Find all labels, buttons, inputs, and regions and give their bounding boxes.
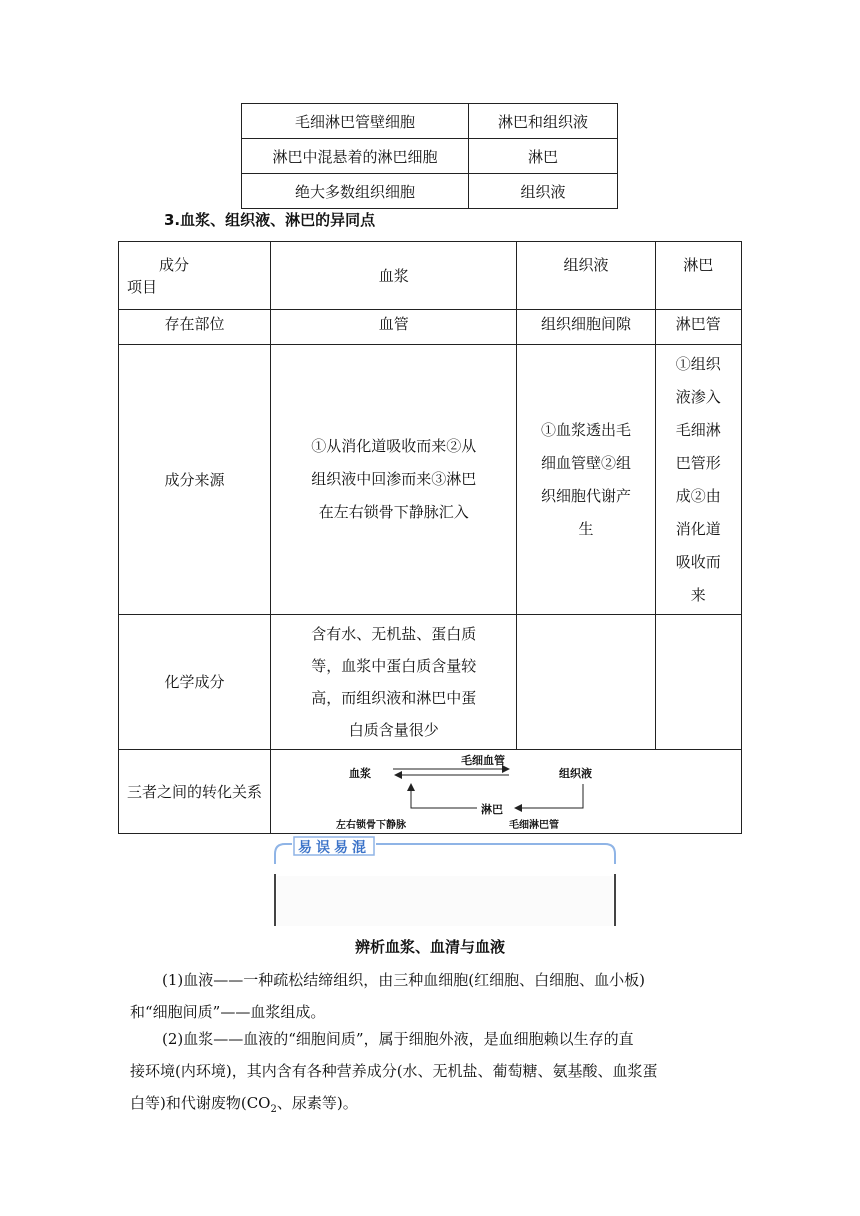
cell-location-lymph: 淋巴管 (655, 310, 741, 345)
tip-banner (272, 836, 618, 926)
text-line: 高，而组织液和淋巴中蛋 (311, 689, 477, 707)
arrow-tissue-to-lymph (515, 784, 583, 808)
text-line: 细血管壁②组 (541, 453, 632, 472)
column-header-plasma: 血浆 (271, 242, 517, 310)
label-capillary: 毛细血管 (461, 753, 505, 767)
text-line: 组织液中回渗而来③淋巴 (311, 470, 477, 488)
label-lymph: 淋巴 (481, 802, 503, 816)
row-label-source: 成分来源 (119, 345, 271, 615)
corner-header-top: 成分 (159, 255, 190, 274)
table-cell: 淋巴 (469, 139, 618, 174)
section-title: 3.血浆、组织液、淋巴的异同点 (164, 211, 376, 229)
cell-source-table (241, 103, 618, 209)
text-line: 消化道 (675, 519, 721, 538)
text-line: 含有水、无机盐、蛋白质 (311, 625, 477, 643)
corner-header-cell (119, 242, 271, 310)
text-line (130, 1087, 750, 1126)
text-line: 吸收而 (675, 552, 721, 571)
text-span: 、尿素等)。 (276, 1094, 358, 1112)
table-cell: 毛细淋巴管壁细胞 (242, 104, 469, 139)
row-label-location: 存在部位 (119, 310, 271, 345)
corner-header-bottom: 项目 (127, 277, 158, 296)
table-row (119, 310, 742, 345)
table-row (242, 174, 618, 209)
text-line: 液渗入 (675, 387, 721, 406)
column-header-tissue-fluid: 组织液 (517, 242, 655, 310)
table-cell: 淋巴和组织液 (469, 104, 618, 139)
cell-relation-diagram (271, 750, 742, 834)
text-line: 在左右锁骨下静脉汇入 (318, 503, 469, 521)
cell-source-plasma (271, 345, 517, 615)
cell-chemistry-plasma (271, 615, 517, 750)
conversion-diagram (331, 752, 741, 832)
analysis-title: 辨析血浆、血清与血液 (354, 938, 505, 956)
table-header-row (119, 242, 742, 310)
row-label-chemistry: 化学成分 (119, 615, 271, 750)
label-subclavian-vein: 左右锁骨下静脉 (336, 819, 406, 831)
text-line: 生 (578, 519, 594, 538)
table-row (119, 750, 742, 834)
text-line: 毛细淋 (675, 420, 721, 439)
table-cell: 组织液 (469, 174, 618, 209)
label-lymph-capillary: 毛细淋巴管 (509, 819, 559, 831)
text-line: 成②由 (675, 486, 721, 505)
text-span: 白等)和代谢废物(CO (130, 1094, 271, 1112)
subscript: 2 (270, 1104, 277, 1115)
cell-chemistry-lymph (655, 615, 741, 750)
cell-location-tissue: 组织细胞间隙 (517, 310, 655, 345)
text-line: 等，血浆中蛋白质含量较 (311, 657, 477, 675)
text-line: 和“细胞间质”——血浆组成。 (130, 1003, 326, 1021)
text-line: 来 (690, 585, 706, 604)
text-line: ①血浆透出毛 (541, 420, 632, 439)
text-line: 白质含量很少 (348, 721, 439, 739)
row-label-relation: 三者之间的转化关系 (119, 750, 271, 834)
text-line: ①组织 (675, 354, 721, 373)
arrow-lymph-to-plasma (411, 784, 477, 808)
text-line: (2)血浆——血液的“细胞间质”，属于细胞外液，是血细胞赖以生存的直 (162, 1030, 634, 1048)
text-line: 接环境(内环境)，其内含有各种营养成分(水、无机盐、葡萄糖、氨基酸、血浆蛋 (130, 1062, 658, 1080)
text-line: 巴管形 (675, 453, 721, 472)
paragraph-plasma (130, 1023, 750, 1126)
cell-source-tissue (517, 345, 655, 615)
table-row (119, 615, 742, 750)
paragraph-blood (130, 964, 750, 1028)
label-plasma: 血浆 (349, 766, 371, 780)
banner-title: 易误易混 (298, 840, 370, 856)
table-cell: 淋巴中混悬着的淋巴细胞 (242, 139, 469, 174)
cell-location-plasma: 血管 (271, 310, 517, 345)
text-line: 织细胞代谢产 (541, 486, 632, 505)
text-line: (1)血液——一种疏松结缔组织，由三种血细胞(红细胞、白细胞、血小板) (162, 971, 645, 989)
cell-chemistry-tissue (517, 615, 655, 750)
table-row (242, 104, 618, 139)
comparison-table (118, 241, 742, 834)
cell-source-lymph (655, 345, 741, 615)
table-row (119, 345, 742, 615)
column-header-lymph: 淋巴 (655, 242, 741, 310)
table-row (242, 139, 618, 174)
table-cell: 绝大多数组织细胞 (242, 174, 469, 209)
label-tissue-fluid: 组织液 (559, 766, 592, 780)
text-line: ①从消化道吸收而来②从 (311, 437, 477, 455)
